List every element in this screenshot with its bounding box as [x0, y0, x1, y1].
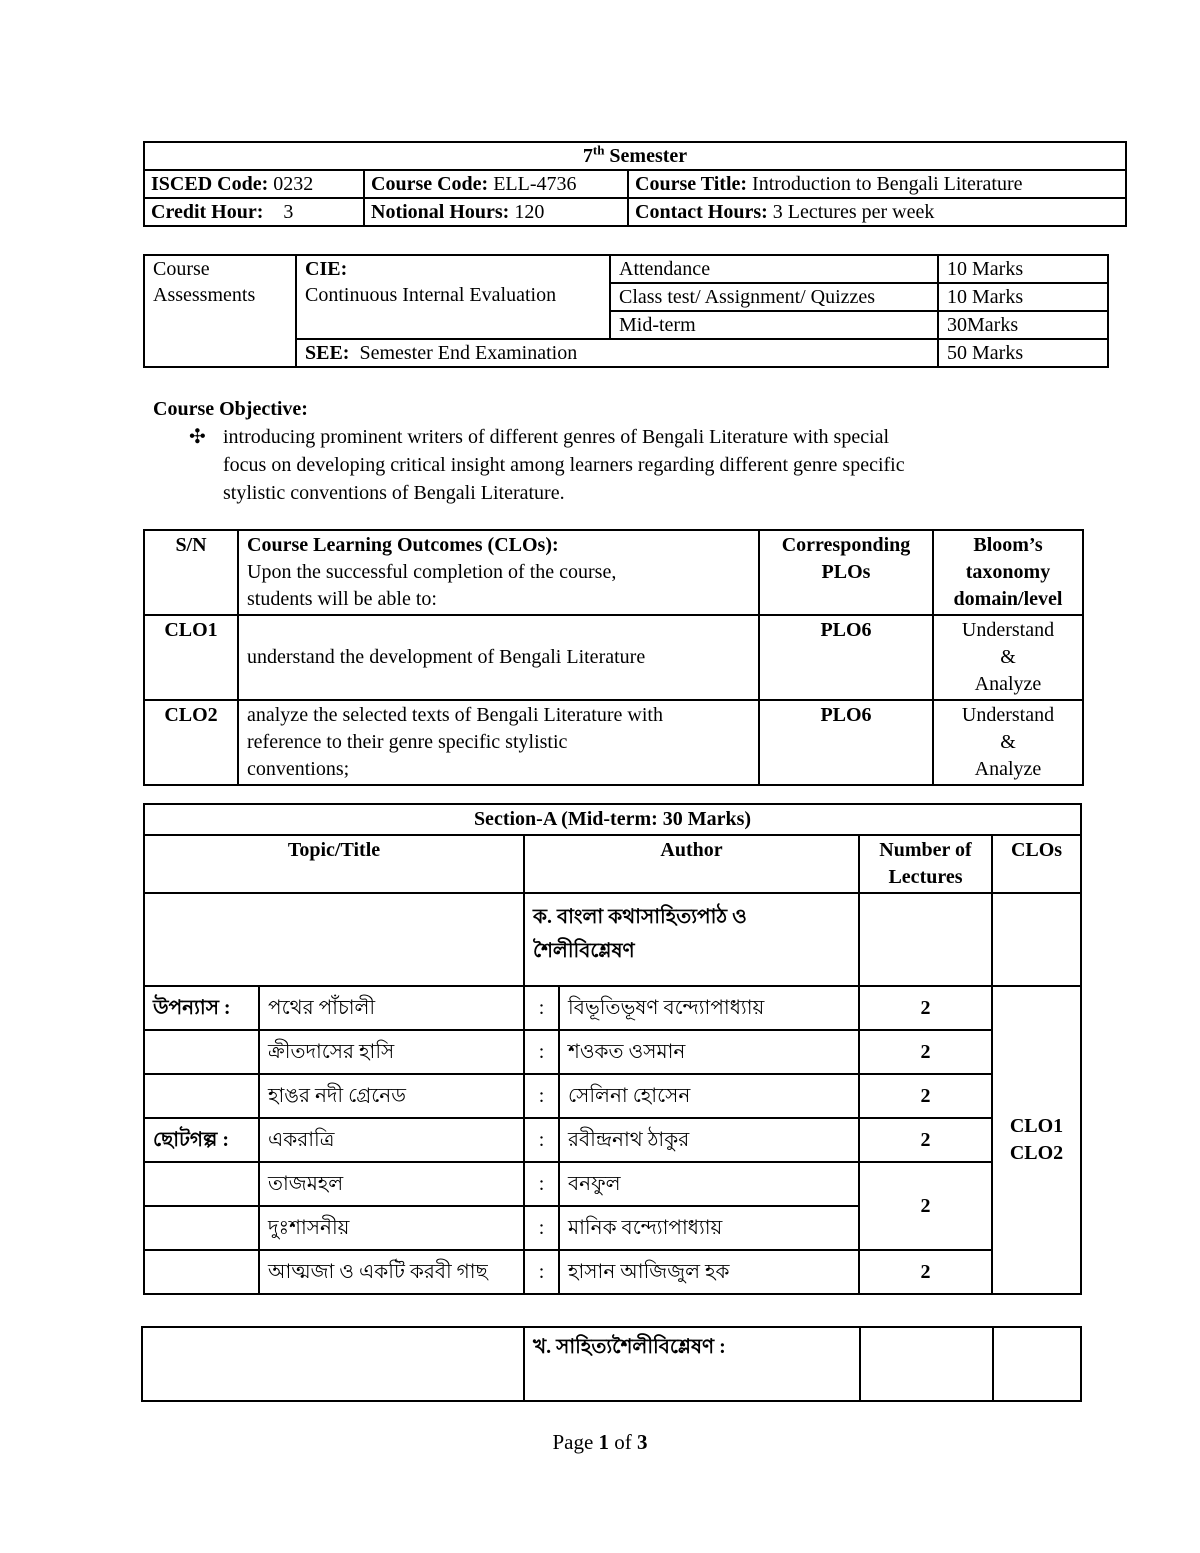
- assessment-item-name: Attendance: [610, 255, 938, 283]
- clo-subtitle-line: Upon the successful completion of the course,: [247, 561, 617, 583]
- clo-text-line: conventions;: [247, 758, 350, 780]
- isced-label: ISCED Code:: [151, 173, 269, 195]
- course-info-table: [143, 141, 1127, 227]
- clo-text-line: analyze the selected texts of Bengali Literature with: [247, 704, 663, 726]
- colon: :: [524, 986, 559, 1030]
- genre-label: [144, 1074, 259, 1118]
- see-marks: 50 Marks: [938, 339, 1108, 367]
- semester-number: 7: [582, 145, 593, 167]
- genre-label: [144, 1162, 259, 1206]
- author-name: মানিক বন্দ্যোপাধ্যায়: [559, 1206, 859, 1250]
- course-objective: [153, 395, 1053, 507]
- course-label: Course: [153, 258, 210, 280]
- work-title: পথের পাঁচালী: [259, 986, 524, 1030]
- course-title-cell: [628, 170, 1126, 198]
- notional-label: Notional Hours:: [371, 201, 510, 223]
- page-footer: [0, 1430, 1200, 1455]
- notional-hours-cell: [364, 198, 628, 226]
- bloom-line: &: [1000, 646, 1016, 668]
- bloom-line: Analyze: [974, 758, 1042, 780]
- course-code-value: ELL-4736: [493, 173, 577, 195]
- work-title: ক্রীতদাসের হাসি: [259, 1030, 524, 1074]
- table-row: [144, 986, 1081, 1030]
- lectures-header-line: Number of: [879, 839, 972, 861]
- genre-label: [144, 1030, 259, 1074]
- clo-bloom: [933, 615, 1083, 700]
- credit-label: Credit Hour:: [151, 201, 264, 223]
- bloom-header-line: domain/level: [953, 588, 1063, 610]
- bullet-icon: ✣: [189, 426, 206, 448]
- assessment-item-marks: 30Marks: [938, 311, 1108, 339]
- semester-word: Semester: [609, 145, 688, 167]
- genre-label: ছোটগল্প :: [144, 1118, 259, 1162]
- empty-cell: [144, 893, 524, 986]
- clo-title: Course Learning Outcomes (CLOs):: [247, 534, 559, 556]
- clo-text-line: understand the development of Bengali Literature: [247, 646, 646, 668]
- author-name: সেলিনা হোসেন: [559, 1074, 859, 1118]
- genre-label: [144, 1250, 259, 1294]
- clo-text: [238, 615, 759, 700]
- empty-cell: [859, 893, 992, 986]
- header-topic: Topic/Title: [144, 835, 524, 893]
- notional-value: 120: [514, 201, 545, 223]
- objective-item: [153, 423, 1053, 507]
- see-full-name: Semester End Examination: [359, 342, 578, 364]
- course-code-cell: [364, 170, 628, 198]
- page-total: 3: [637, 1430, 648, 1454]
- colon: :: [524, 1162, 559, 1206]
- clo-ref: CLO2: [1009, 1142, 1064, 1164]
- clo-plo: PLO6: [759, 700, 933, 785]
- course-assessments-label: [144, 255, 296, 367]
- colon: :: [524, 1030, 559, 1074]
- sub-heading-kha: খ. সাহিত্যশৈলীবিশ্লেষণ :: [524, 1327, 860, 1401]
- work-title: দুঃশাসনীয়: [259, 1206, 524, 1250]
- see-label: SEE:: [305, 342, 350, 364]
- header-sn: S/N: [144, 530, 238, 615]
- clo-plo: PLO6: [759, 615, 933, 700]
- colon: :: [524, 1206, 559, 1250]
- table-row: [144, 1074, 1081, 1118]
- isced-code-cell: [144, 170, 364, 198]
- section-a-title: Section-A (Mid-term: 30 Marks): [144, 804, 1081, 835]
- work-title: হাঙর নদী গ্রেনেড: [259, 1074, 524, 1118]
- clo-ref: CLO1: [1009, 1115, 1064, 1137]
- work-title: তাজমহল: [259, 1162, 524, 1206]
- bloom-header-line: Bloom’s: [973, 534, 1043, 556]
- assessment-item-name: Class test/ Assignment/ Quizzes: [610, 283, 938, 311]
- clo-text: [238, 700, 759, 785]
- genre-label: [144, 1206, 259, 1250]
- objective-line: stylistic conventions of Bengali Literature.: [223, 482, 565, 504]
- lectures-header-line: Lectures: [888, 866, 963, 888]
- assessment-item-marks: 10 Marks: [938, 255, 1108, 283]
- semester-heading: [144, 142, 1126, 170]
- clo-id: CLO1: [144, 615, 238, 700]
- clo-text-line: reference to their genre specific stylistic: [247, 731, 568, 753]
- table-row: [144, 615, 1083, 700]
- header-lectures: [859, 835, 992, 893]
- work-title: আত্মজা ও একটি করবী গাছ: [259, 1250, 524, 1294]
- sub-heading-line: ক. বাংলা কথাসাহিত্যপাঠ ও: [533, 906, 747, 928]
- credit-value: 3: [283, 201, 294, 223]
- header-author: Author: [524, 835, 859, 893]
- empty-cell: [993, 1327, 1081, 1401]
- colon: :: [524, 1074, 559, 1118]
- sub-heading-ka: [524, 893, 859, 986]
- bloom-line: Analyze: [974, 673, 1042, 695]
- author-name: রবীন্দ্রনাথ ঠাকুর: [559, 1118, 859, 1162]
- author-name: শওকত ওসমান: [559, 1030, 859, 1074]
- contact-value: 3 Lectures per week: [772, 201, 935, 223]
- contact-label: Contact Hours:: [635, 201, 768, 223]
- colon: :: [524, 1118, 559, 1162]
- table-row: [144, 1118, 1081, 1162]
- clo-id: CLO2: [144, 700, 238, 785]
- section-a-table: [143, 803, 1082, 1295]
- isced-value: 0232: [273, 173, 314, 195]
- work-title: একরাত্রি: [259, 1118, 524, 1162]
- empty-cell: [992, 893, 1081, 986]
- of-word: of: [614, 1430, 632, 1454]
- cie-full-name: Continuous Internal Evaluation: [305, 284, 557, 306]
- semester-suffix: th: [592, 142, 605, 158]
- credit-hour-cell: [144, 198, 364, 226]
- section-b-table: [141, 1326, 1082, 1402]
- lecture-count: 2: [859, 1030, 992, 1074]
- clo-subtitle-line: students will be able to:: [247, 588, 437, 610]
- author-name: হাসান আজিজুল হক: [559, 1250, 859, 1294]
- empty-cell: [142, 1327, 524, 1401]
- clo-bloom: [933, 700, 1083, 785]
- objective-heading: Course Objective:: [153, 398, 308, 420]
- colon: :: [524, 1250, 559, 1294]
- lecture-count: 2: [859, 1162, 992, 1250]
- course-title-value: Introduction to Bengali Literature: [752, 173, 1023, 195]
- course-title-label: Course Title:: [635, 173, 748, 195]
- author-name: বনফুল: [559, 1162, 859, 1206]
- cie-cell: [296, 255, 610, 339]
- clos-cell: [992, 986, 1081, 1294]
- cie-label: CIE:: [305, 258, 348, 280]
- table-row: [144, 1162, 1081, 1206]
- header-plo: [759, 530, 933, 615]
- assessment-table: [143, 254, 1109, 368]
- assessment-item-name: Mid-term: [610, 311, 938, 339]
- plo-header-line: Corresponding: [781, 534, 911, 556]
- course-code-label: Course Code:: [371, 173, 489, 195]
- bloom-line: &: [1000, 731, 1016, 753]
- author-name: বিভূতিভূষণ বন্দ্যোপাধ্যায়: [559, 986, 859, 1030]
- header-clo: [238, 530, 759, 615]
- sub-heading-line: শৈলীবিশ্লেষণ: [533, 940, 635, 962]
- assessments-label: Assessments: [153, 284, 256, 306]
- contact-hours-cell: [628, 198, 1126, 226]
- bloom-line: Understand: [961, 704, 1055, 726]
- plo-header-line: PLOs: [821, 561, 871, 583]
- lecture-count: 2: [859, 1250, 992, 1294]
- page-word: Page: [552, 1430, 594, 1454]
- lecture-count: 2: [859, 1074, 992, 1118]
- objective-line: introducing prominent writers of different genres of Bengali Literature with special: [223, 426, 890, 448]
- page-number: 1: [598, 1430, 610, 1454]
- header-bloom: [933, 530, 1083, 615]
- clo-table: [143, 529, 1084, 786]
- see-cell: [296, 339, 938, 367]
- table-row: [144, 1250, 1081, 1294]
- bloom-line: Understand: [961, 619, 1055, 641]
- genre-label: উপন্যাস :: [144, 986, 259, 1030]
- bloom-header-line: taxonomy: [965, 561, 1051, 583]
- lecture-count: 2: [859, 986, 992, 1030]
- table-row: [144, 1030, 1081, 1074]
- header-clos: CLOs: [992, 835, 1081, 893]
- assessment-item-marks: 10 Marks: [938, 283, 1108, 311]
- table-row: [144, 700, 1083, 785]
- lecture-count: 2: [859, 1118, 992, 1162]
- empty-cell: [860, 1327, 993, 1401]
- objective-line: focus on developing critical insight among learners regarding different genre specific: [223, 454, 905, 476]
